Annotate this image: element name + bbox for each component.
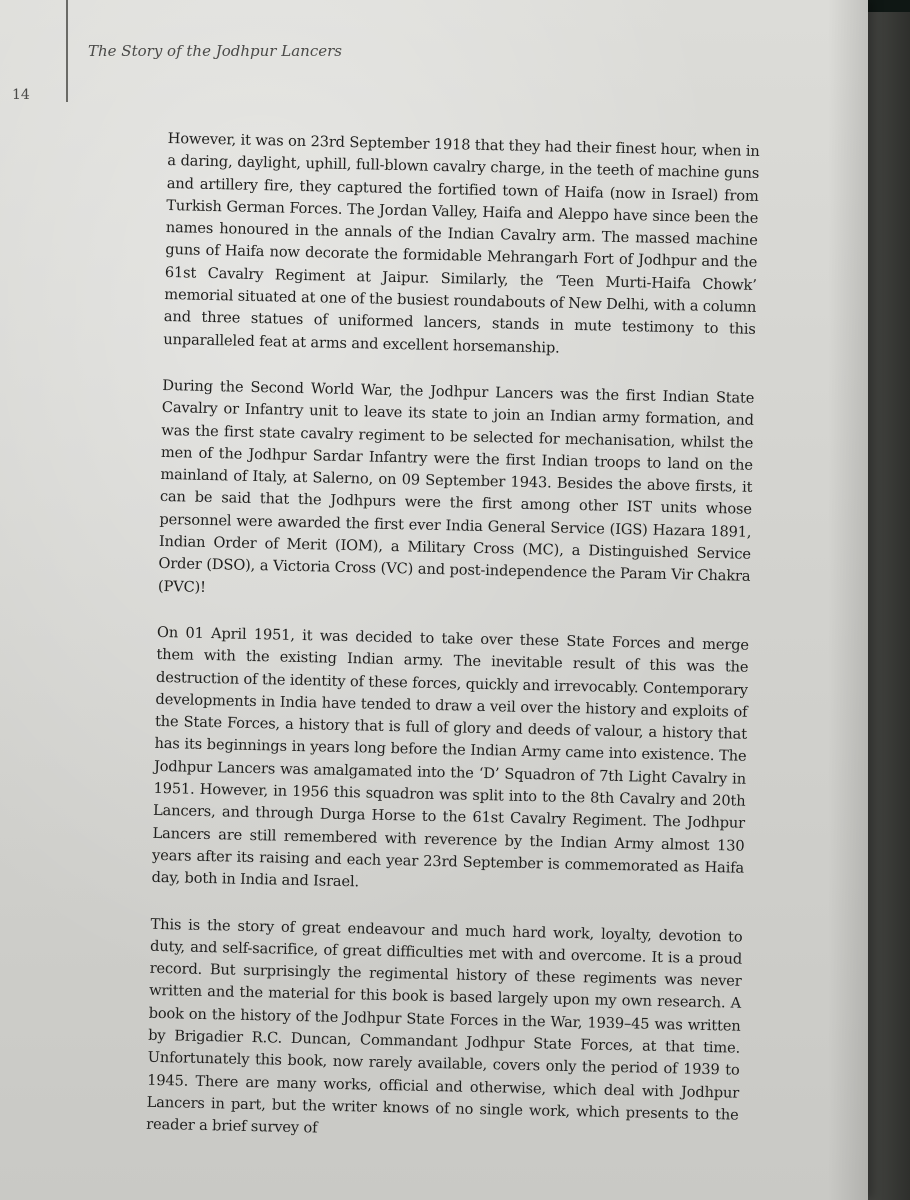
- header-rule: [66, 0, 68, 102]
- paragraph-second-world-war: During the Second World War, the Jodhpur Lancers was the first Indian State Cavalry or Infantry unit to leave its state to join an Indian army formation, and was the first state cavalry regiment to be selected for mechanisation, whilst the men of the Jodhpur Sardar Infantry were the first Indian troops to land on the mainland of Italy, at Salerno, on 09 September 1943. Besides the above firsts, it can be said that the Jodhpurs were the first among other IST units whose personnel were awarded the first ever India General Service (IGS) Hazara 1891, Indian Order of Merit (IOM), a Military Cross (MC), a Distinguished Service Order (DSO), a Victoria Cross (VC) and post-independence the Param Vir Chakra (PVC)!: [157, 376, 755, 596]
- paragraph-merger-1951: On 01 April 1951, it was decided to take over these State Forces and merge them with the existing Indian army. The inevitable result of this was the destruction of the identity of these forces, quickly and irrevocably. Contemporary developments in India have tended to draw a veil over the history and exploits of the State Forces, a history that is full of glory and deeds of valour, a history that has its beginnings in years long before the Indian Army came into existence. The Jodhpur Lancers was amalgamated into the ‘D’ Squadron of 7th Light Cavalry in 1951. However, in 1956 this squadron was split into to the 8th Cavalry and 20th Lancers, and through Durga Horse to the 61st Cavalry Regiment. The Jodhpur Lancers are still remembered with reverence by the Indian Army almost 130 years after its raising and each year 23rd September is commemorated as Haifa day, both in India and Israel.: [151, 623, 750, 891]
- paragraph-haifa-charge: However, it was on 23rd September 1918 that they had their finest hour, when in a daring, daylight, uphill, full-blown cavalry charge, in the teeth of machine guns and artillery fire, they captured the fortified town of Haifa (now in Israel) from Turkish German Forces. The Jordan Valley, Haifa and Aleppo have since been the names honoured in the annals of the Indian Cavalry arm. The massed machine guns of Haifa now decorate the formidable Mehrangarh Fort of Jodhpur and the 61st Cavalry Regiment at Jaipur. Similarly, the ‘Teen Murti-Haifa Chowk’ memorial situated at one of the busiest roundabouts of New Delhi, with a column and three statues of uniformed lancers, stands in mute testimony to this unparalleled feat at arms and excellent horsemanship.: [163, 129, 760, 357]
- page-number: 14: [12, 87, 30, 103]
- body-text: [145, 128, 759, 1173]
- running-title: The Story of the Jodhpur Lancers: [88, 42, 342, 60]
- paragraph-story-record: This is the story of great endeavour and much hard work, loyalty, devotion to duty, and self-sacrifice, of great difficulties met with and overcome. It is a proud record. But surprisingly the regimental history of these regiments was never written and the material for this book is based largely upon my own research. A book on the history of the Jodhpur State Forces in the War, 1939–45 was written by Brigadier R.C. Duncan, Commandant Jodhpur State Forces, at that time. Unfortunately this book, now rarely available, covers only the period of 1939 to 1945. There are many works, official and otherwise, which deal with Jodhpur Lancers in part, but the writer knows of no single work, which presents to the reader a brief survey of: [146, 915, 743, 1137]
